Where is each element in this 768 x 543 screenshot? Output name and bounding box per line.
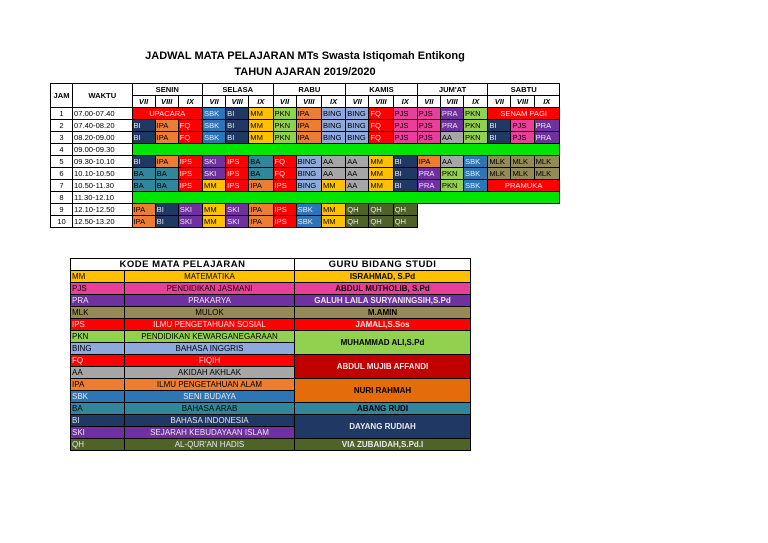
subject-cell: QH (346, 216, 369, 228)
class-header: VIII (511, 96, 534, 108)
jam-cell: 3 (51, 132, 73, 144)
subject-code: FQ (71, 355, 125, 367)
jam-cell: 9 (51, 204, 73, 216)
subject-cell: IPA (249, 204, 273, 216)
subject-code-row (71, 271, 471, 283)
jam-cell: 5 (51, 156, 73, 168)
subject-cell: BI (226, 120, 249, 132)
class-header: VII (132, 96, 155, 108)
subject-name: PENDIDIKAN JASMANI (125, 283, 295, 295)
teacher-name: DAYANG RUDIAH (295, 415, 471, 439)
subject-cell: BI (132, 132, 155, 144)
teacher-name: GALUH LAILA SURYANINGSIH,S.Pd (295, 295, 471, 307)
class-header: VII (488, 96, 511, 108)
subject-cell: AA (346, 168, 369, 180)
schedule-row (51, 120, 560, 132)
subject-cell: PJS (417, 132, 440, 144)
subject-name: SENI BUDAYA (125, 391, 295, 403)
subject-cell: BA (132, 168, 155, 180)
subject-cell: BI (226, 108, 249, 120)
day-header: RABU (273, 84, 346, 96)
subject-cell: IPA (296, 132, 321, 144)
day-header-row (51, 84, 560, 96)
class-header: IX (464, 96, 488, 108)
waktu-cell: 09.00-09.30 (73, 144, 132, 156)
subject-cell: IPS (273, 204, 296, 216)
teacher-name: NURI RAHMAH (295, 379, 471, 403)
break-row-cell (132, 144, 559, 156)
subject-code-table (70, 258, 471, 451)
class-header: IX (178, 96, 202, 108)
subject-cell: FQ (273, 156, 296, 168)
subject-cell: SBK (464, 156, 488, 168)
class-header: VIII (369, 96, 393, 108)
subject-cell: BI (488, 120, 511, 132)
subject-cell: AA (346, 156, 369, 168)
subject-cell: PJS (417, 108, 440, 120)
subject-cell: IPA (249, 216, 273, 228)
subject-cell: MM (249, 108, 273, 120)
waktu-cell: 08.20-09.00 (73, 132, 132, 144)
subject-cell: BI (132, 120, 155, 132)
subject-cell: MLK (534, 168, 559, 180)
teacher-name: M.AMIN (295, 307, 471, 319)
schedule-row (51, 192, 560, 204)
subject-cell: BING (346, 108, 369, 120)
subject-cell: BI (393, 156, 417, 168)
subject-cell: SBK (296, 204, 321, 216)
class-header: VIII (226, 96, 249, 108)
subject-cell: BI (132, 156, 155, 168)
subject-cell: FQ (369, 132, 393, 144)
subject-cell: MM (321, 180, 345, 192)
subject-cell: IPA (155, 132, 178, 144)
schedule-row (51, 132, 560, 144)
subject-cell: AA (321, 156, 345, 168)
subject-code: BA (71, 403, 125, 415)
subject-cell: BI (155, 216, 178, 228)
subject-cell: PJS (393, 108, 417, 120)
subject-cell: AA (321, 168, 345, 180)
subject-cell: PRA (440, 108, 463, 120)
subject-cell: MM (369, 180, 393, 192)
subject-cell: BI (393, 168, 417, 180)
subject-cell: BING (346, 120, 369, 132)
subject-cell: PKN (464, 108, 488, 120)
subject-code: MM (71, 271, 125, 283)
subject-cell: PKN (440, 180, 463, 192)
subject-code: PKN (71, 331, 125, 343)
subject-cell: SKI (203, 156, 226, 168)
subject-cell: SENAM PAGI (488, 108, 560, 120)
empty-cell (417, 204, 559, 216)
jam-cell: 2 (51, 120, 73, 132)
subject-code-row (71, 415, 471, 427)
subject-cell: IPS (178, 180, 202, 192)
subject-cell: BA (249, 156, 273, 168)
schedule-row (51, 144, 560, 156)
class-header: VII (273, 96, 296, 108)
subject-cell: SKI (178, 216, 202, 228)
subject-cell: PKN (464, 132, 488, 144)
subject-cell: MM (321, 216, 345, 228)
subject-cell: PRA (417, 180, 440, 192)
subject-cell: SBK (464, 180, 488, 192)
subject-cell: PJS (511, 120, 534, 132)
subject-cell: MLK (511, 156, 534, 168)
subject-cell: PRA (534, 132, 559, 144)
subject-name: FIQIH (125, 355, 295, 367)
subject-cell: MM (203, 204, 226, 216)
subject-name: BAHASA ARAB (125, 403, 295, 415)
subject-cell: SKI (226, 204, 249, 216)
day-header: SENIN (132, 84, 203, 96)
subject-cell: PKN (273, 120, 296, 132)
teacher-name: VIA ZUBAIDAH,S.Pd.I (295, 439, 471, 451)
class-header: IX (249, 96, 273, 108)
class-header: VII (346, 96, 369, 108)
subject-cell: IPA (249, 180, 273, 192)
empty-cell (417, 216, 559, 228)
subject-cell: BING (321, 132, 345, 144)
subject-cell: SKI (203, 168, 226, 180)
code-header: KODE MATA PELAJARAN (71, 259, 295, 271)
subject-cell: MM (369, 168, 393, 180)
waktu-cell: 11.30-12.10 (73, 192, 132, 204)
subject-cell: IPA (155, 120, 178, 132)
schedule-subtitle: TAHUN AJARAN 2019/2020 (234, 66, 376, 78)
jam-cell: 8 (51, 192, 73, 204)
subject-cell: IPS (226, 168, 249, 180)
subject-cell: MM (203, 216, 226, 228)
subject-cell: SBK (203, 132, 226, 144)
subject-cell: BI (393, 180, 417, 192)
schedule-row (51, 108, 560, 120)
class-header: IX (393, 96, 417, 108)
teacher-name: JAMALI,S.Sos (295, 319, 471, 331)
subject-cell: IPA (296, 108, 321, 120)
subject-cell: FQ (178, 120, 202, 132)
subject-cell: FQ (369, 120, 393, 132)
schedule-row (51, 180, 560, 192)
subject-cell: BI (226, 132, 249, 144)
subject-cell: QH (369, 216, 393, 228)
subject-cell: AA (440, 156, 463, 168)
subject-cell: BA (249, 168, 273, 180)
subject-cell: BING (321, 120, 345, 132)
subject-cell: MM (249, 120, 273, 132)
subject-name: AKIDAH AKHLAK (125, 367, 295, 379)
subject-code: PRA (71, 295, 125, 307)
subject-cell: MM (321, 204, 345, 216)
subject-cell: SBK (296, 216, 321, 228)
subject-code: AA (71, 367, 125, 379)
teacher-name: ABDUL MUJIB AFFANDI (295, 355, 471, 379)
subject-cell: IPA (155, 156, 178, 168)
subject-code-row (71, 379, 471, 391)
subject-cell: MLK (488, 168, 511, 180)
jam-cell: 7 (51, 180, 73, 192)
subject-cell: IPS (273, 216, 296, 228)
subject-cell: PJS (393, 120, 417, 132)
subject-code: SKI (71, 427, 125, 439)
subject-cell: BING (346, 132, 369, 144)
subject-cell: BA (155, 168, 178, 180)
class-header: VII (203, 96, 226, 108)
day-header: SELASA (203, 84, 274, 96)
subject-cell: IPA (296, 120, 321, 132)
jam-cell: 1 (51, 108, 73, 120)
subject-cell: MLK (534, 156, 559, 168)
subject-code-row (71, 295, 471, 307)
subject-cell: PKN (440, 168, 463, 180)
subject-code-row (71, 307, 471, 319)
subject-cell: PRAMUKA (488, 180, 560, 192)
teacher-name: ISRAHMAD, S.Pd (295, 271, 471, 283)
subject-cell: BI (155, 204, 178, 216)
subject-cell: BING (296, 156, 321, 168)
schedule-row (51, 216, 560, 228)
subject-cell: PRA (534, 120, 559, 132)
subject-code: BING (71, 343, 125, 355)
subject-cell: IPS (226, 180, 249, 192)
subject-code-row (71, 283, 471, 295)
subject-cell: IPS (178, 156, 202, 168)
subject-cell: MM (369, 156, 393, 168)
day-header: JUM'AT (417, 84, 488, 96)
subject-cell: QH (393, 216, 417, 228)
subject-cell: UPACARA (132, 108, 203, 120)
schedule-row (51, 204, 560, 216)
jam-cell: 4 (51, 144, 73, 156)
subject-code: MLK (71, 307, 125, 319)
subject-name: SEJARAH KEBUDAYAAN ISLAM (125, 427, 295, 439)
subject-name: ILMU PENGETAHUAN SOSIAL (125, 319, 295, 331)
subject-cell: QH (346, 204, 369, 216)
waktu-cell: 07.40-08.20 (73, 120, 132, 132)
jam-cell: 10 (51, 216, 73, 228)
subject-cell: IPA (417, 156, 440, 168)
waktu-cell: 07.00-07.40 (73, 108, 132, 120)
subject-cell: PJS (417, 120, 440, 132)
subject-cell: SBK (203, 120, 226, 132)
waktu-header: WAKTU (73, 84, 132, 108)
subject-code-row (71, 439, 471, 451)
subject-cell: MLK (488, 156, 511, 168)
teacher-name: ABDUL MUTHOLIB, S.Pd (295, 283, 471, 295)
subject-name: MULOK (125, 307, 295, 319)
subject-cell: FQ (178, 132, 202, 144)
teacher-name: ABANG RUDI (295, 403, 471, 415)
waktu-cell: 10.10-10.50 (73, 168, 132, 180)
subject-name: MATEMATIKA (125, 271, 295, 283)
subject-cell: PRA (417, 168, 440, 180)
guru-header: GURU BIDANG STUDI (295, 259, 471, 271)
subject-cell: BA (132, 180, 155, 192)
schedule-table (50, 83, 560, 228)
subject-code-row (71, 355, 471, 367)
subject-code-row (71, 403, 471, 415)
subject-cell: QH (393, 204, 417, 216)
subject-cell: AA (440, 132, 463, 144)
class-header: VII (417, 96, 440, 108)
subject-cell: SKI (226, 216, 249, 228)
subject-cell: QH (369, 204, 393, 216)
class-header: IX (534, 96, 559, 108)
class-header: IX (321, 96, 345, 108)
subject-code: SBK (71, 391, 125, 403)
subject-code: IPA (71, 379, 125, 391)
subject-cell: BING (321, 108, 345, 120)
subject-cell: PKN (273, 132, 296, 144)
jam-header: JAM (51, 84, 73, 108)
subject-cell: PKN (464, 120, 488, 132)
subject-cell: AA (346, 180, 369, 192)
waktu-cell: 10.50-11.30 (73, 180, 132, 192)
subject-cell: BING (296, 168, 321, 180)
subject-cell: IPS (178, 168, 202, 180)
subject-code-row (71, 319, 471, 331)
schedule-row (51, 168, 560, 180)
jam-cell: 6 (51, 168, 73, 180)
subject-name: AL-QUR'AN HADIS (125, 439, 295, 451)
subject-cell: IPS (273, 180, 296, 192)
subject-code: QH (71, 439, 125, 451)
subject-cell: IPA (132, 216, 155, 228)
subject-name: BAHASA INDONESIA (125, 415, 295, 427)
subject-cell: MLK (511, 168, 534, 180)
subject-cell: PRA (440, 120, 463, 132)
subject-cell: MM (203, 180, 226, 192)
subject-name: BAHASA INGGRIS (125, 343, 295, 355)
subject-cell: PKN (273, 108, 296, 120)
subject-cell: BI (488, 132, 511, 144)
teacher-name: MUHAMMAD ALI,S.Pd (295, 331, 471, 355)
schedule-title: JADWAL MATA PELAJARAN MTs Swasta Istiqomah Entikong (145, 50, 465, 62)
subject-cell: MM (249, 132, 273, 144)
subject-cell: FQ (369, 108, 393, 120)
subject-name: PRAKARYA (125, 295, 295, 307)
class-header: VIII (440, 96, 463, 108)
subject-cell: IPS (226, 156, 249, 168)
subject-cell: BA (155, 180, 178, 192)
subject-code-row (71, 331, 471, 343)
subject-cell: BING (296, 180, 321, 192)
schedule-row (51, 156, 560, 168)
subject-cell: PJS (393, 132, 417, 144)
waktu-cell: 12.10-12.50 (73, 204, 132, 216)
subject-code: BI (71, 415, 125, 427)
subject-cell: SBK (203, 108, 226, 120)
class-header: VIII (296, 96, 321, 108)
break-row-cell (132, 192, 559, 204)
subject-cell: SBK (464, 168, 488, 180)
subject-code: PJS (71, 283, 125, 295)
subject-name: PENDIDIKAN KEWARGANEGARAAN (125, 331, 295, 343)
subject-cell: IPA (132, 204, 155, 216)
waktu-cell: 12.50-13.20 (73, 216, 132, 228)
class-header: VIII (155, 96, 178, 108)
day-header: SABTU (488, 84, 560, 96)
waktu-cell: 09.30-10.10 (73, 156, 132, 168)
subject-cell: PJS (511, 132, 534, 144)
day-header: KAMIS (346, 84, 418, 96)
subject-cell: SKI (178, 204, 202, 216)
subject-cell: FQ (273, 168, 296, 180)
subject-code: IPS (71, 319, 125, 331)
subject-name: ILMU PENGETAHUAN ALAM (125, 379, 295, 391)
